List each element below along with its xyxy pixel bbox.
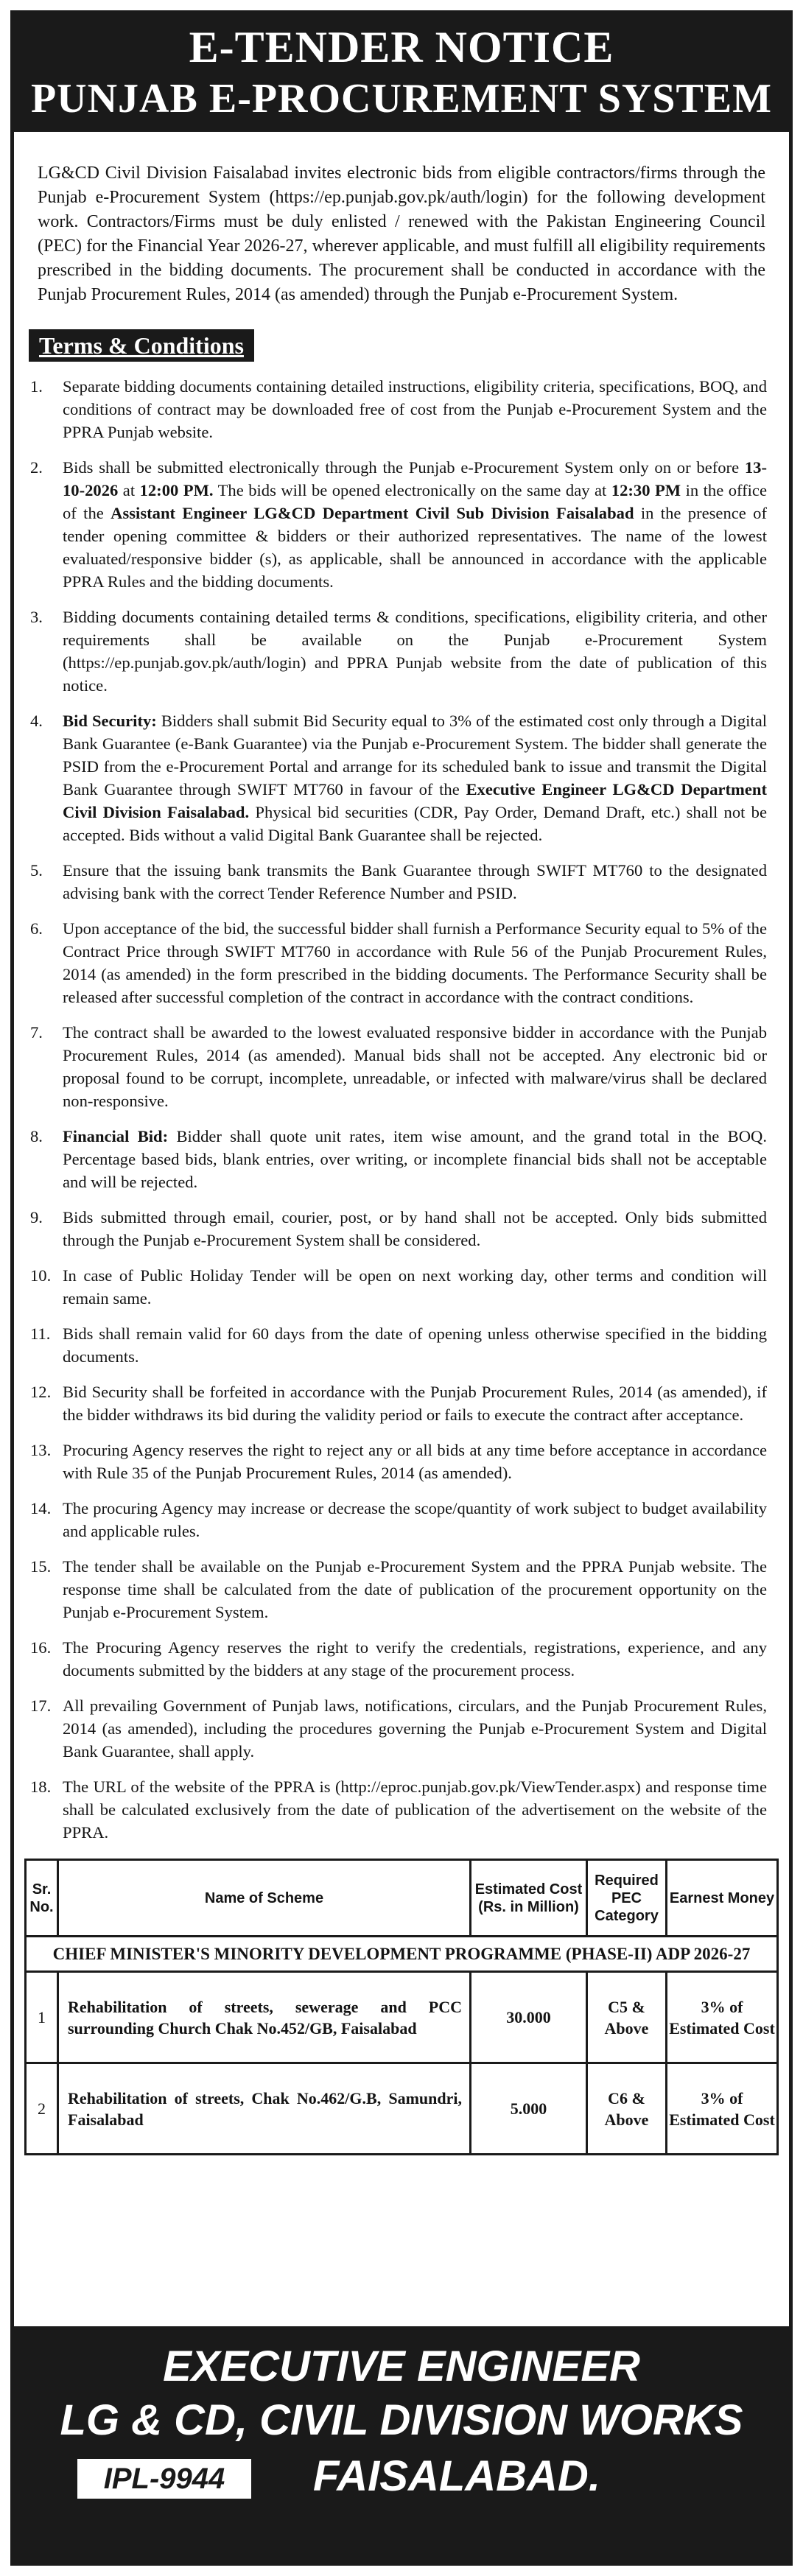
term-text: In case of Public Holiday Tender will be open on next working day, other terms and condition will remain same. [63,1266,767,1308]
term-item [30,917,767,1008]
term-number: 9. [30,1208,43,1226]
term-text: Separate bidding documents containing detailed instructions, eligibility criteria, specifications, BOQ, and conditions of contract may be downloaded free of cost from the Punjab e-Procurement System and the PPRA Punjab website. [63,377,767,441]
cell-sr-no: 2 [26,2063,58,2155]
term-item [30,606,767,697]
cell-scheme-name: Rehabilitation of streets, Chak No.462/G.B, Samundri, Faisalabad [58,2063,471,2155]
terms-heading: Terms & Conditions [29,329,254,362]
term-item [30,1636,767,1682]
cell-estimated-cost: 5.000 [471,2063,587,2155]
term-number: 13. [30,1441,52,1459]
term-text: Bid Security: Bidders shall submit Bid Security equal to 3% of the estimated cost only through a Digital Bank Guarantee (e-Bank Guarantee) via the Punjab e-Procurement System. The bidder shall generate the PSID from the e-Procurement Portal and arrange for its scheduled bank to issue and transmit the Digital Bank Guarantee through SWIFT MT760 in favour of the Executive Engineer LG&CD Department Civil Division Faisalabad. Physical bid securities (CDR, Pay Order, Demand Draft, etc.) shall not be accepted. Bids without a valid Digital Bank Guarantee shall be rejected. [63,712,767,844]
term-number: 7. [30,1023,43,1042]
term-number: 18. [30,1777,52,1796]
notice-subtitle: PUNJAB E-PROCUREMENT SYSTEM [30,76,773,122]
schemes-table [24,1859,779,2155]
term-item [30,709,767,846]
ipl-number-badge: IPL-9944 [77,2459,251,2499]
cell-scheme-name: Rehabilitation of streets, sewerage and PCC surrounding Church Chak No.452/GB, Faisalabad [58,1972,471,2063]
term-item [30,1322,767,1368]
programme-row [26,1937,778,1972]
term-text: The Procuring Agency reserves the right to verify the credentials, registrations, experience, and any documents submitted by the bidders at any stage of the procurement process. [63,1638,767,1680]
term-number: 11. [30,1324,51,1343]
header-sr-no: Sr. No. [26,1860,58,1937]
term-item [30,1775,767,1844]
footer-location-line [14,2449,789,2505]
footer-city: FAISALABAD. [313,2452,600,2500]
term-number: 4. [30,712,43,730]
term-text: Bids shall remain valid for 60 days from the date of opening unless otherwise specified in the bidding documents. [63,1324,767,1366]
term-text: The procuring Agency may increase or decrease the scope/quantity of work subject to budget availability and applicable rules. [63,1499,767,1540]
term-item [30,456,767,593]
header-estimated-cost: Estimated Cost (Rs. in Million) [471,1860,587,1937]
term-item [30,1021,767,1112]
cell-sr-no: 1 [26,1972,58,2063]
notice-header [14,14,789,132]
header-earnest-money: Earnest Money [667,1860,778,1937]
term-number: 12. [30,1383,52,1401]
term-item [30,1264,767,1310]
term-number: 3. [30,608,43,626]
term-item [30,375,767,443]
table-header-row [26,1860,778,1937]
term-number: 14. [30,1499,52,1517]
intro-paragraph: LG&CD Civil Division Faisalabad invites electronic bids from eligible contractors/firms through the Punjab e-Procurement System (https://ep.punjab.gov.pk/auth/login) for the following development work. Contractors/Firms must be duly enlisted / renewed with the Pakistan Engineering Council (PEC) for the Financial Year 2026-27, wherever applicable, and must fulfill all eligibility requirements prescribed in the bidding documents. The procurement shall be conducted in accordance with the Punjab Procurement Rules, 2014 (as amended) through the Punjab e-Procurement System. [38,164,765,304]
term-text: The contract shall be awarded to the lowest evaluated responsive bidder in accordance with the Punjab Procurement Rules, 2014 (as amended). Manual bids shall not be accepted. Any electronic bid or proposal found to be corrupt, incomplete, unreadable, or infected with malware/virus shall be declared non-responsive. [63,1023,767,1110]
tender-notice [10,10,793,2566]
term-number: 5. [30,861,43,880]
term-text: Bid Security shall be forfeited in accordance with the Punjab Procurement Rules, 2014 (as amended), if the bidder withdraws its bid during the validity period or fails to execute the contract after acceptance. [63,1383,767,1424]
term-item [30,1497,767,1543]
term-text: All prevailing Government of Punjab laws, notifications, circulars, and the Punjab Procurement Rules, 2014 (as amended), including the procedures governing the Punjab e-Procurement System and Digital Bank Guarantee, shall apply. [63,1696,767,1761]
programme-title: CHIEF MINISTER'S MINORITY DEVELOPMENT PROGRAMME (PHASE-II) ADP 2026-27 [26,1937,778,1972]
cell-pec-category: C5 & Above [587,1972,667,2063]
term-text: Bids submitted through email, courier, post, or by hand shall not be accepted. Only bids submitted through the Punjab e-Procurement System shall be considered. [63,1208,767,1249]
table-row [26,1972,778,2063]
term-text: Bids shall be submitted electronically through the Punjab e-Procurement System only on or before 13-10-2026 at 12:00 PM. The bids will be opened electronically on the same day at 12:30 PM in the office of the Assistant Engineer LG&CD Department Civil Sub Division Faisalabad in the presence of tender opening committee & bidders or their authorized representatives. The name of the lowest evaluated/responsive bidder (s), as applicable, shall be announced in accordance with the applicable PPRA Rules and the bidding documents. [63,458,767,591]
term-text: The tender shall be available on the Punjab e-Procurement System and the PPRA Punjab website. The response time shall be calculated from the date of publication of the procurement opportunity on the Punjab e-Procurement System. [63,1557,767,1621]
table-row [26,2063,778,2155]
terms-list [14,362,789,1844]
header-scheme-name: Name of Scheme [58,1860,471,1937]
term-number: 2. [30,458,43,477]
term-item [30,1125,767,1193]
cell-earnest-money: 3% of Estimated Cost [667,1972,778,2063]
term-text: Financial Bid: Bidder shall quote unit rates, item wise amount, and the grand total in the BOQ. Percentage based bids, blank entries, over writing, or incomplete financial bids shall not be acceptable and will be rejected. [63,1127,767,1191]
term-item [30,1694,767,1763]
term-item [30,1439,767,1484]
term-number: 17. [30,1696,52,1715]
footer-department: LG & CD, CIVIL DIVISION WORKS [60,2396,743,2444]
footer-designation: EXECUTIVE ENGINEER [163,2342,640,2390]
header-pec-category: Required PEC Category [587,1860,667,1937]
term-item [30,1555,767,1624]
cell-pec-category: C6 & Above [587,2063,667,2155]
term-number: 15. [30,1557,52,1576]
term-number: 16. [30,1638,52,1657]
term-text: Upon acceptance of the bid, the successful bidder shall furnish a Performance Security equal to 5% of the Contract Price through SWIFT MT760 in accordance with Rule 56 of the Punjab Procurement Rules, 2014 (as amended) in the form prescribed in the bidding documents. The Performance Security shall be released after successful completion of the contract in accordance with the contract conditions. [63,919,767,1006]
term-number: 10. [30,1266,52,1285]
term-text: Procuring Agency reserves the right to reject any or all bids at any time before acceptance in accordance with Rule 35 of the Punjab Procurement Rules, 2014 (as amended). [63,1441,767,1482]
signature-footer [14,2326,789,2562]
term-text: Bidding documents containing detailed terms & conditions, specifications, eligibility criteria, and other requirements shall be available on the Punjab e-Procurement System (https://ep.punjab.gov.pk/auth/login) and PPRA Punjab website from the date of publication of this notice. [63,608,767,695]
schemes-table-wrapper [24,1859,779,2155]
term-item [30,859,767,905]
term-item [30,1380,767,1426]
cell-estimated-cost: 30.000 [471,1972,587,2063]
term-text: Ensure that the issuing bank transmits the Bank Guarantee through SWIFT MT760 to the designated advising bank with the correct Tender Reference Number and PSID. [63,861,767,902]
term-item [30,1206,767,1252]
notice-title: E-TENDER NOTICE [189,23,614,71]
term-text: The URL of the website of the PPRA is (http://eproc.punjab.gov.pk/ViewTender.aspx) and response time shall be calculated exclusively from the date of publication of the advertisement on the website of the PPRA. [63,1777,767,1842]
term-number: 6. [30,919,43,938]
term-number: 1. [30,377,43,396]
cell-earnest-money: 3% of Estimated Cost [667,2063,778,2155]
term-number: 8. [30,1127,43,1145]
